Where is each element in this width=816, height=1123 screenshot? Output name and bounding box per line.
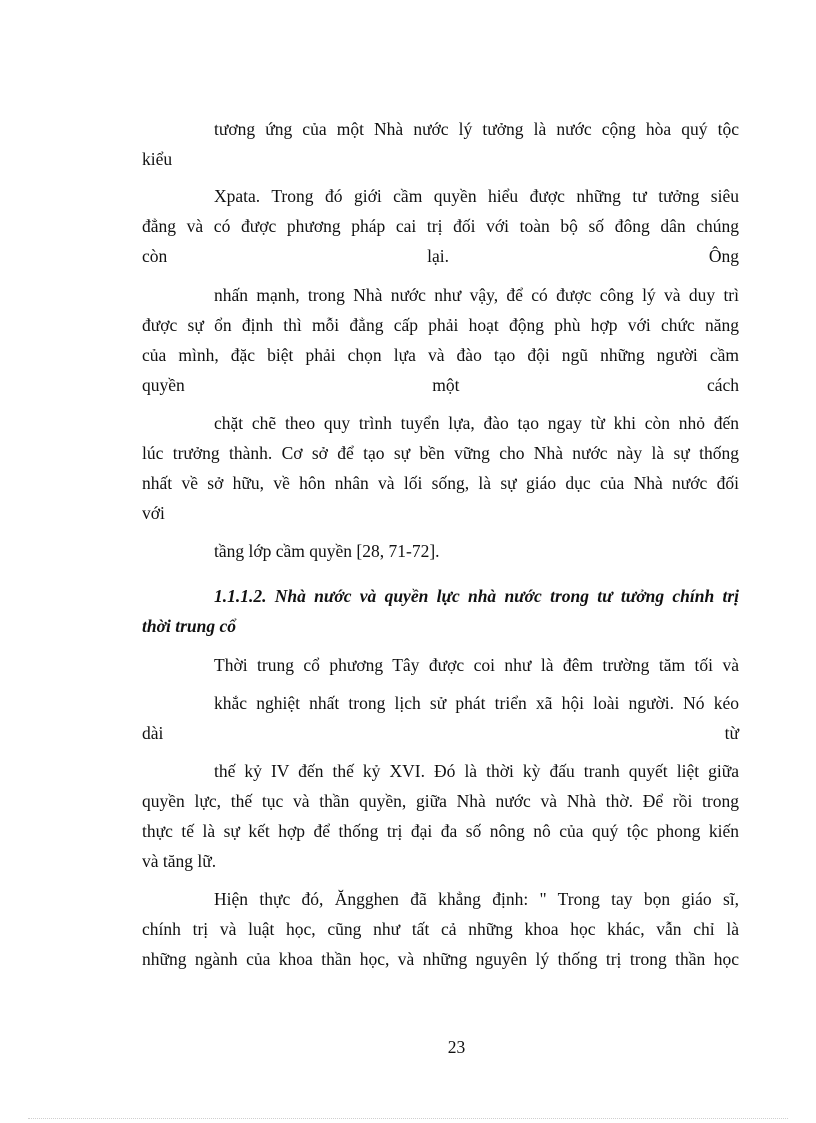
- text-line: quyền lực, thế tục và thần quyền, giữa Nhà nước và Nhà thờ. Để rồi trong: [142, 791, 739, 811]
- page-number: 23: [447, 1037, 466, 1057]
- text-line: nhấn mạnh, trong Nhà nước như vậy, để có được công lý và duy trì: [214, 285, 739, 305]
- text-line: thực tế là sự kết hợp để thống trị đại đa số nông nô của quý tộc phong kiến: [142, 821, 739, 841]
- text-line: chặt chẽ theo quy trình tuyển lựa, đào tạo ngay từ khi còn nhỏ đến: [214, 413, 739, 433]
- text-line: còn lại. Ông: [142, 246, 739, 266]
- text-line: tương ứng của một Nhà nước lý tưởng là nước cộng hòa quý tộc: [214, 119, 739, 139]
- text-line: kiểu: [142, 149, 173, 169]
- text-line: đẳng và có được phương pháp cai trị đối với toàn bộ số đông dân chúng: [142, 216, 739, 236]
- section-heading: 1.1.1.2. Nhà nước và quyền lực nhà nước trong tư tưởng chính trị: [214, 586, 739, 606]
- text-line: được sự ổn định thì mỗi đẳng cấp phải hoạt động phù hợp với chức năng: [142, 315, 739, 335]
- text-line: lúc trưởng thành. Cơ sở để tạo sự bền vững cho Nhà nước này là sự thống: [142, 443, 739, 463]
- text-line: Xpata. Trong đó giới cầm quyền hiểu được những tư tưởng siêu: [214, 186, 739, 206]
- text-line: chính trị và luật học, cũng như tất cả những khoa học khác, vẫn chỉ là: [142, 919, 739, 939]
- text-line: khắc nghiệt nhất trong lịch sử phát triển xã hội loài người. Nó kéo: [214, 693, 739, 713]
- text-line: quyền một cách: [142, 375, 739, 395]
- text-line: của mình, đặc biệt phải chọn lựa và đào tạo đội ngũ những người cầm: [142, 345, 739, 365]
- section-heading-continued: thời trung cổ: [142, 616, 237, 636]
- text-line: tầng lớp cầm quyền [28, 71-72].: [214, 541, 440, 561]
- text-line: nhất về sở hữu, về hôn nhân và lối sống, là sự giáo dục của Nhà nước đối: [142, 473, 739, 493]
- text-line: Hiện thực đó, Ăngghen đã khẳng định: " Trong tay bọn giáo sĩ,: [214, 889, 739, 909]
- text-line: những ngành của khoa thần học, và những nguyên lý thống trị trong thần học: [142, 949, 739, 969]
- text-line: thế kỷ IV đến thế kỷ XVI. Đó là thời kỳ đấu tranh quyết liệt giữa: [214, 761, 739, 781]
- text-line: và tăng lữ.: [142, 851, 217, 871]
- text-line: Thời trung cổ phương Tây được coi như là đêm trường tăm tối và: [214, 655, 739, 675]
- page-bottom-divider: [28, 1118, 788, 1119]
- text-line: dài từ: [142, 723, 739, 743]
- text-line: với: [142, 503, 165, 523]
